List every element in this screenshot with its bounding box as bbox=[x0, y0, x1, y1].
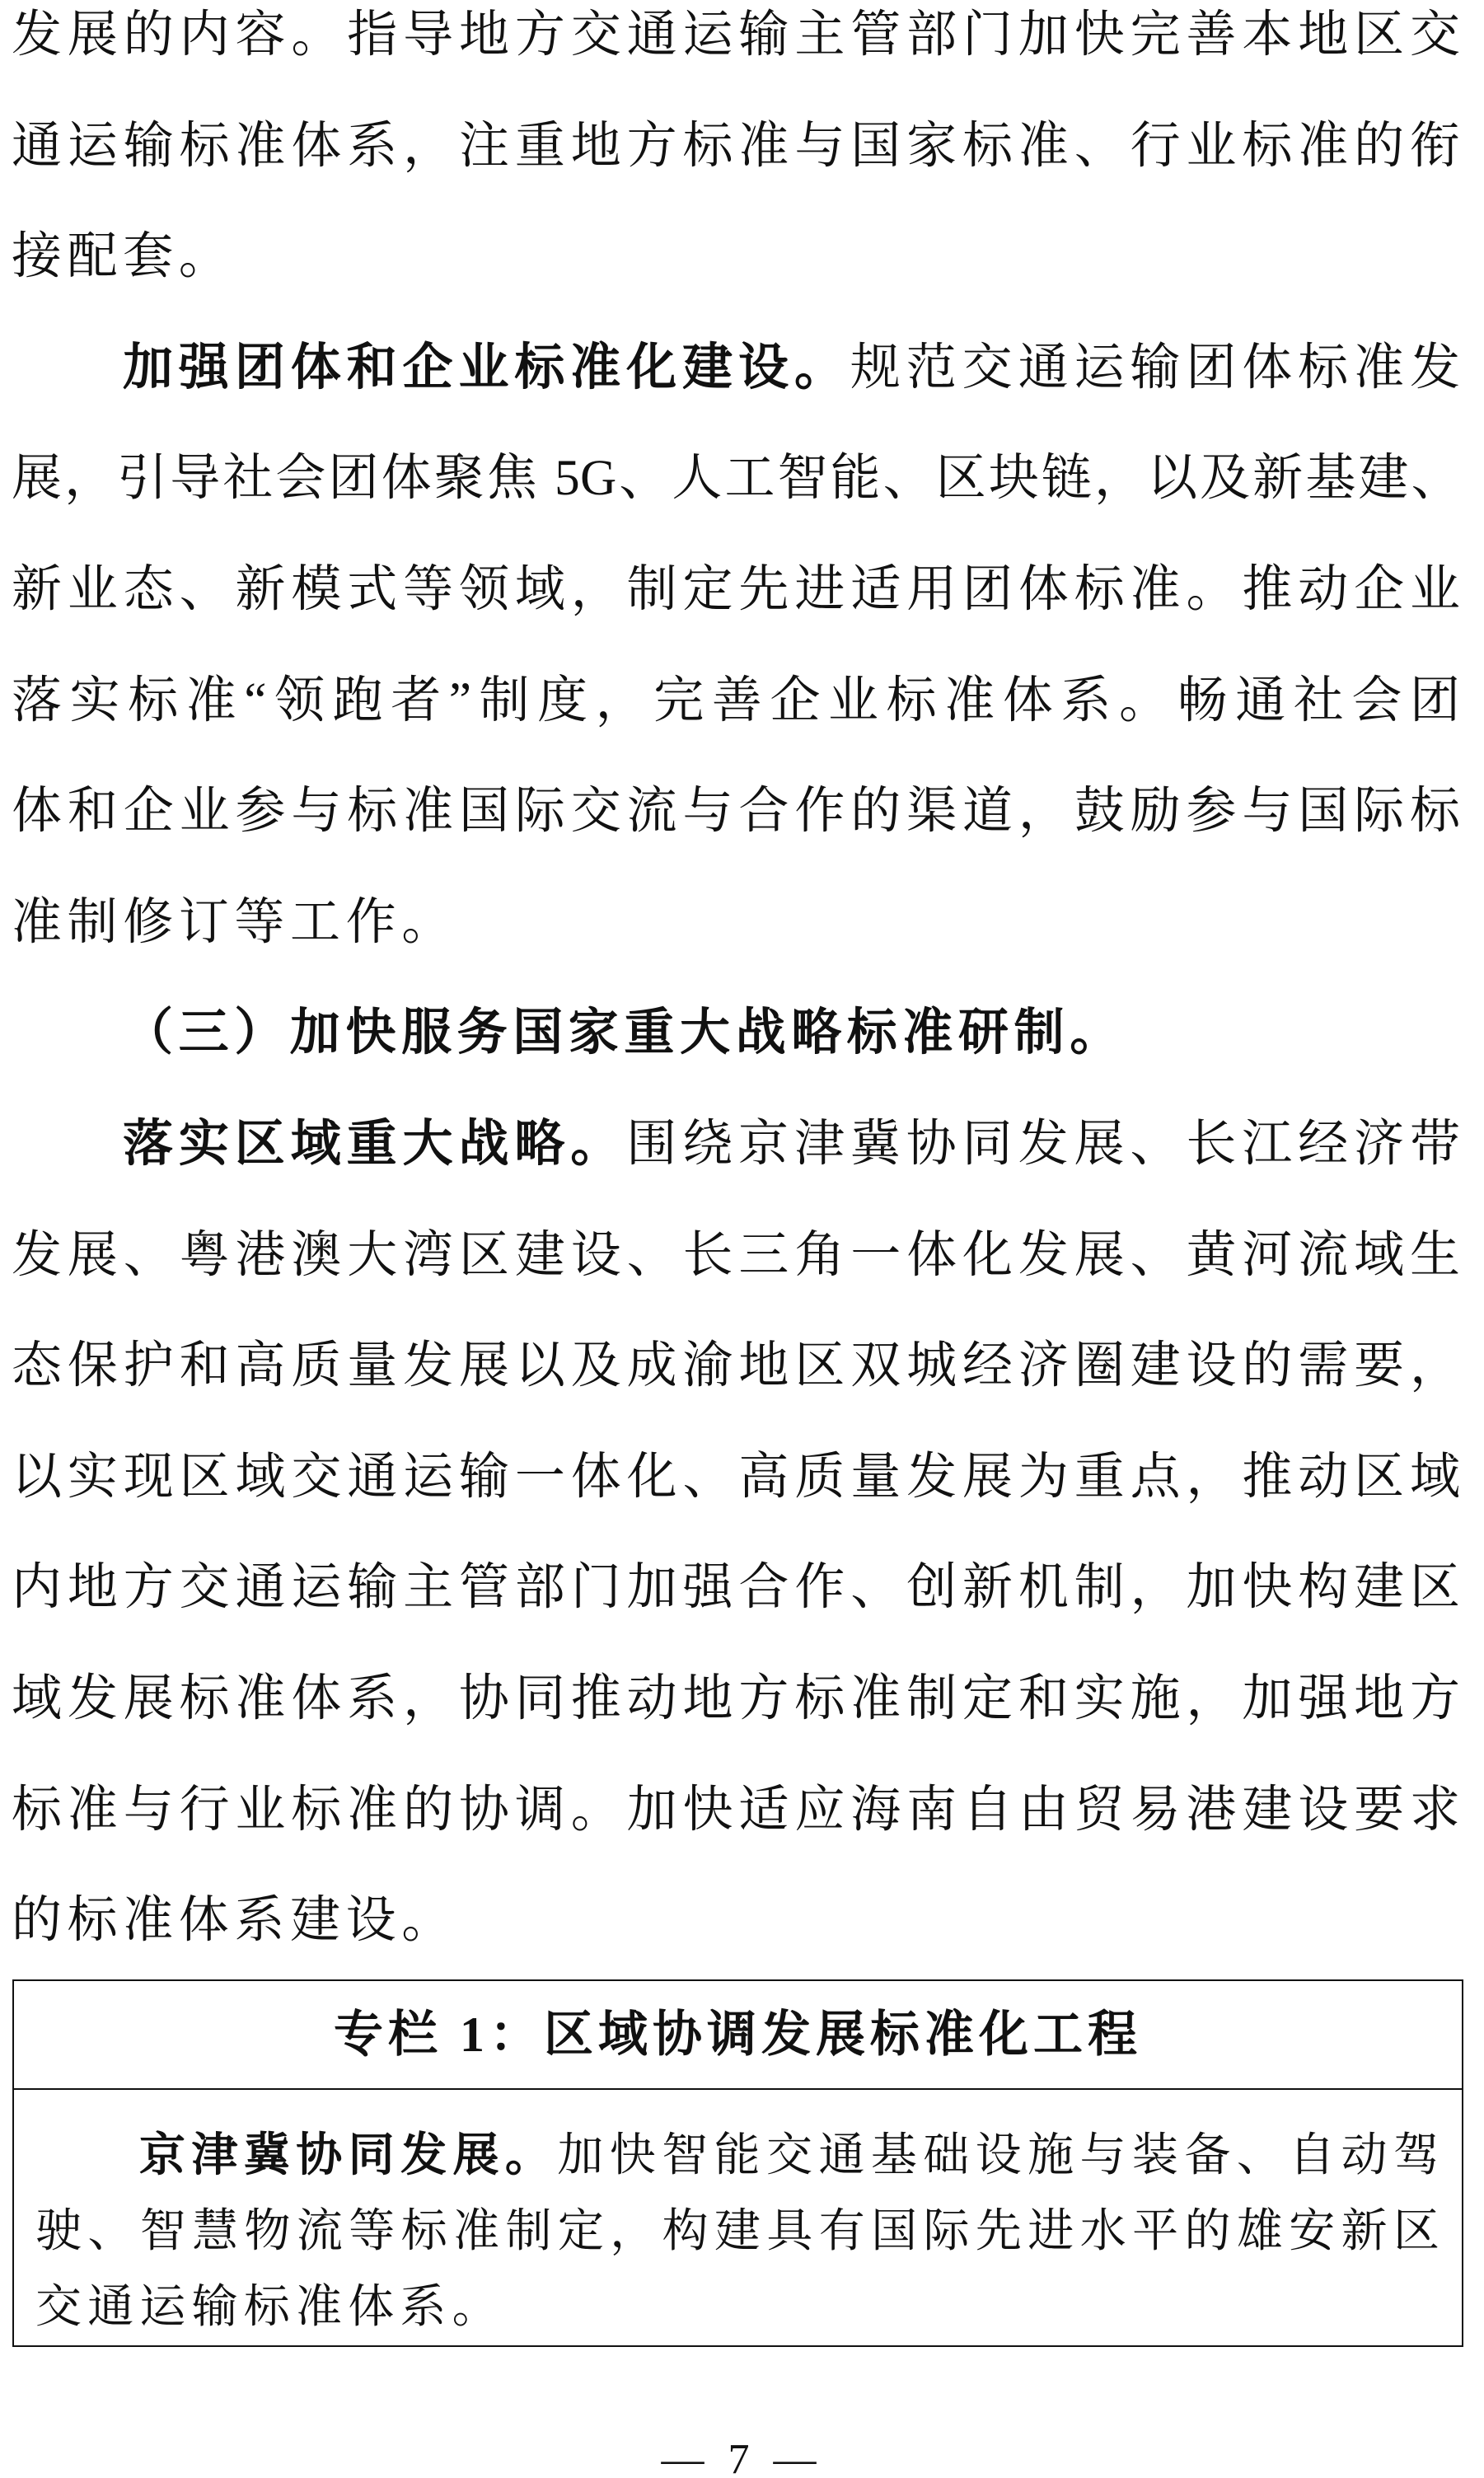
paragraph-first-line bbox=[12, 333, 1462, 403]
paragraph-line: 的标准体系建设。 bbox=[12, 1893, 457, 1949]
paragraph-line: 准制修订等工作。 bbox=[12, 894, 457, 950]
paragraph-lead-heading: 落实区域重大战略。 bbox=[123, 1116, 627, 1172]
paragraph-line: 发展的内容。指导地方交通运输主管部门加快完善本地区交 bbox=[12, 7, 1462, 63]
column-box-item-heading: 京津冀协同发展。 bbox=[139, 2130, 558, 2181]
page-number: — 7 — bbox=[661, 2436, 823, 2478]
paragraph-first-line bbox=[12, 1109, 1462, 1179]
paragraph-line: 标准与行业标准的协调。加快适应海南自由贸易港建设要求 bbox=[12, 1782, 1462, 1838]
paragraph-lead-heading: 加强团体和企业标准化建设。 bbox=[123, 340, 850, 396]
paragraph-line: 以实现区域交通运输一体化、高质量发展为重点，推动区域 bbox=[12, 1449, 1462, 1505]
body-text bbox=[12, 0, 1462, 1956]
column-box-first-line bbox=[35, 2118, 1441, 2194]
paragraph-text: 规范交通运输团体标准发 bbox=[850, 340, 1462, 396]
paragraph-line: 新业态、新模式等领域，制定先进适用团体标准。推动企业 bbox=[12, 561, 1462, 617]
paragraph-line: 体和企业参与标准国际交流与合作的渠道，鼓励参与国际标 bbox=[12, 784, 1462, 840]
column-box-body bbox=[14, 2090, 1462, 2345]
column-box-text: 加快智能交通基础设施与装备、自动驾 bbox=[557, 2130, 1442, 2181]
paragraph-line: 内地方交通运输主管部门加强合作、创新机制，加快构建区 bbox=[12, 1560, 1462, 1616]
paragraph-line: 态保护和高质量发展以及成渝地区双城经济圈建设的需要， bbox=[12, 1338, 1462, 1394]
column-box bbox=[12, 1979, 1463, 2347]
paragraph-line: 展，引导社会团体聚焦 5G、人工智能、区块链，以及新基建、 bbox=[12, 451, 1462, 507]
paragraph-line: 接配套。 bbox=[12, 229, 235, 285]
paragraph-line: 发展、粤港澳大湾区建设、长三角一体化发展、黄河流域生 bbox=[12, 1227, 1462, 1283]
paragraph-line: 落实标准“领跑者”制度，完善企业标准体系。畅通社会团 bbox=[12, 672, 1462, 728]
paragraph-text: 围绕京津冀协同发展、长江经济带 bbox=[626, 1116, 1462, 1172]
paragraph-line: 通运输标准体系，注重地方标准与国家标准、行业标准的衔 bbox=[12, 118, 1462, 174]
section-heading: （三）加快服务国家重大战略标准研制。 bbox=[123, 1005, 1126, 1061]
paragraph-line: 域发展标准体系，协同推动地方标准制定和实施，加强地方 bbox=[12, 1670, 1462, 1726]
column-box-line: 驶、智慧物流等标准制定，构建具有国际先进水平的雄安新区 bbox=[35, 2206, 1441, 2257]
column-box-line: 交通运输标准体系。 bbox=[35, 2282, 504, 2333]
column-box-title: 专栏 1：区域协调发展标准化工程 bbox=[14, 1981, 1462, 2090]
